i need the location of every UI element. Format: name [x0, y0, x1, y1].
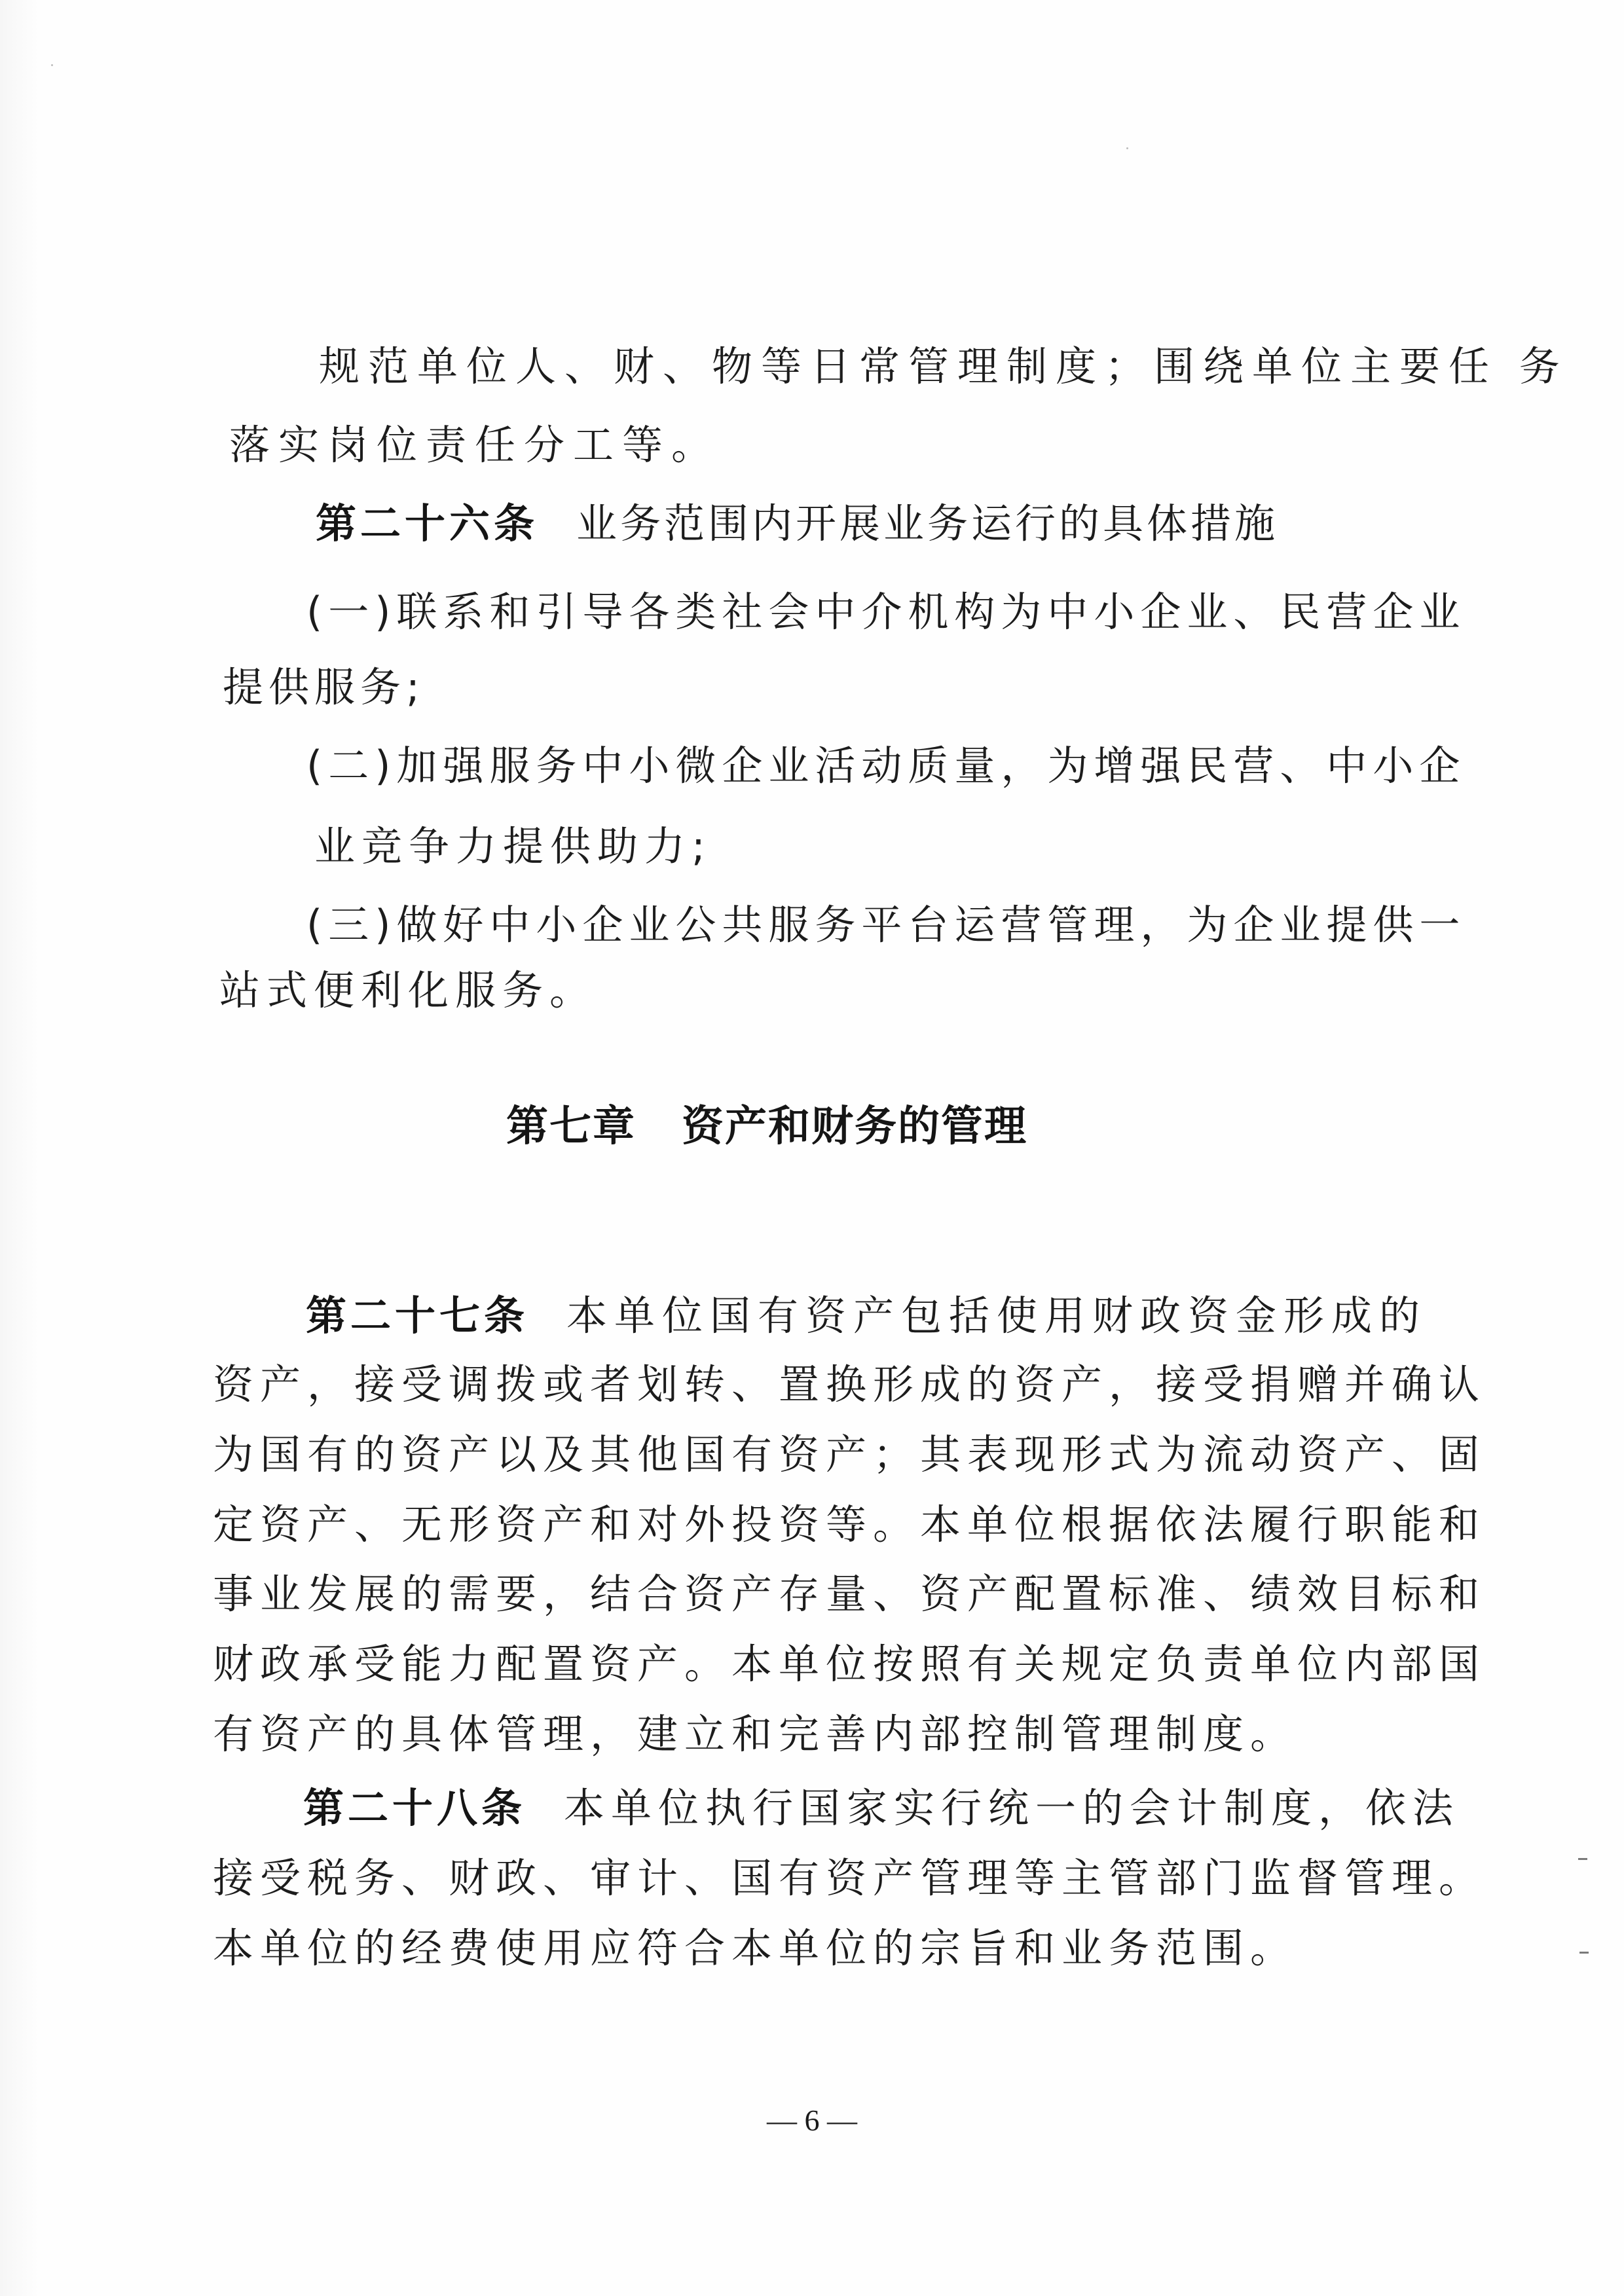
chapter-number: 第七章 [506, 1102, 636, 1151]
paragraph-line: 事业发展的需要，结合资产存量、资产配置标准、绩效目标和 [213, 1570, 1486, 1618]
chapter-heading [506, 1104, 1027, 1150]
paragraph-line: 资产，接受调拨或者划转、置换形成的资产，接受捐赠并确认 [213, 1360, 1486, 1408]
paragraph-line: 定资产、无形资产和对外投资等。本单位根据依法履行职能和 [213, 1501, 1486, 1548]
paragraph-text: 本单位执行国家实行统一的会计制度，依法 [564, 1784, 1460, 1832]
paragraph-line: 财政承受能力配置资产。本单位按照有关规定负责单位内部国 [213, 1640, 1486, 1688]
scan-shadow [0, 0, 39, 2296]
list-item-line: 提供服务; [223, 663, 425, 711]
chapter-title: 资产和财务的管理 [682, 1102, 1027, 1151]
paragraph-line: 有资产的具体管理，建立和完善内部控制管理制度。 [213, 1710, 1298, 1758]
list-item-line: 业竞争力提供助力; [314, 822, 712, 870]
page-number: — 6 — [767, 2104, 857, 2137]
article-label: 第二十八条 [303, 1784, 526, 1832]
article-26-heading [316, 501, 1278, 547]
paragraph-line: 落实岗位责任分工等。 [229, 421, 721, 469]
article-27-first-line [306, 1293, 1427, 1339]
paragraph-text: 本单位国有资产包括使用财政资金形成的 [566, 1292, 1428, 1339]
scan-mark [1579, 1952, 1589, 1954]
list-item-line: (三)做好中小企业公共服务平台运营管理，为企业提供一 [306, 901, 1466, 949]
article-label: 第二十六条 [316, 500, 539, 547]
scan-dot [51, 64, 53, 66]
article-title: 业务范围内开展业务运行的具体措施 [576, 500, 1279, 547]
scan-mark [1578, 1858, 1587, 1860]
paragraph-line: 为国有的资产以及其他国有资产；其表现形式为流动资产、固 [213, 1430, 1486, 1478]
paragraph-line: 本单位的经费使用应符合本单位的宗旨和业务范围。 [213, 1924, 1298, 1972]
list-item-line: (二)加强服务中小微企业活动质量，为增强民营、中小企 [306, 742, 1466, 790]
paragraph-line: 规范单位人、财、物等日常管理制度；围绕单位主要任 务 [319, 342, 1568, 390]
list-item-line: 站式便利化服务。 [219, 966, 597, 1014]
scan-dot [1126, 147, 1128, 149]
paragraph-line: 接受税务、财政、审计、国有资产管理等主管部门监督管理。 [213, 1854, 1486, 1902]
article-label: 第二十七条 [306, 1292, 529, 1339]
list-item-line: (一)联系和引导各类社会中介机构为中小企业、民营企业 [306, 588, 1466, 636]
article-28-first-line [303, 1785, 1460, 1831]
